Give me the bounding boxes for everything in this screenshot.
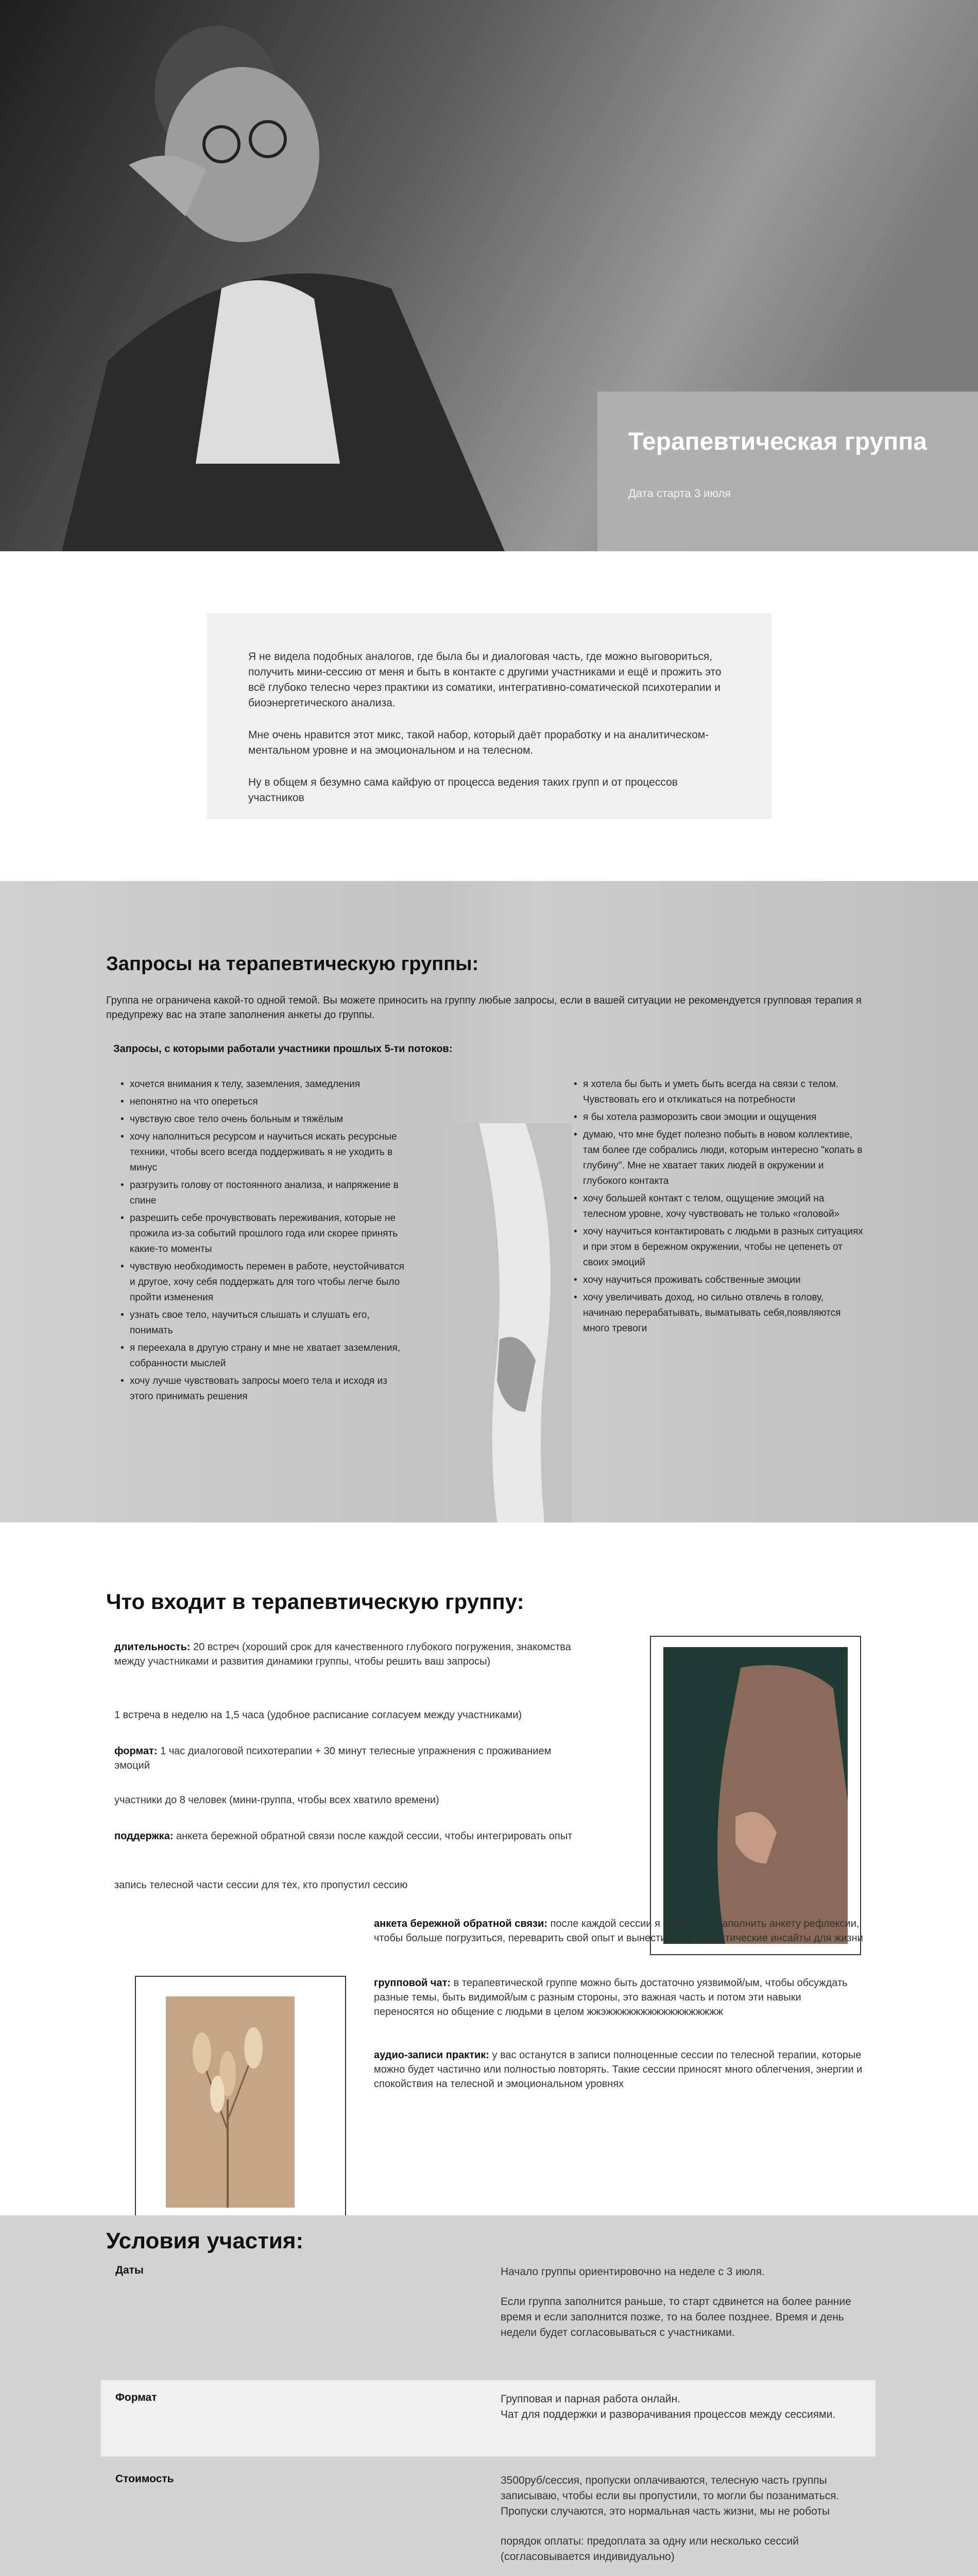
list-item: • хочу наполниться ресурсом и научиться искать ресурсные техники, чтобы всего всегда поддерживать я не уходить в минус [118,1129,407,1176]
include-text: у вас останутся в записи полноценные сессии по телесной терапии, которые можно будет частично или полностью повторять. Такие сессии приносят много облегчения, энергии и спокойствия на телесной и эмоциональном уровнях [374,2049,863,2090]
include-text: после каждой сессии я предлагаю заполнить анкету рефлексии, чтобы больше погрузиться, переварить свой опыт и вынести оттуда практические инсайты для жизни [374,1918,863,1944]
conditions-line: 3500руб/сессия, пропуски оплачиваются, телесную часть группы записываю, чтобы если вы пропустили, то могли бы позаниматься. Пропуски случаются, это нормальная часть жизни, мы не роботы [501,2475,839,2517]
list-item: • хочу большей контакт с телом, ощущение эмоций на телесном уровне, хочу чувствовать не только «головой» [572,1191,865,1222]
include-label: формат: [114,1745,158,1757]
requests-title: Запросы на терапевтическую группы: [106,953,479,975]
include-text: 1 час диалоговой психотерапии + 30 минут телесные упражнения с проживанием эмоций [114,1745,552,1771]
list-item: • узнать свое тело, научиться слышать и слушать его, понимать [118,1308,407,1338]
include-label: аудио-записи практик: [374,2049,489,2061]
hero-subtitle: Дата старта 3 июля [628,487,731,500]
list-item: • я переехала в другую страну и мне не хватает заземления, собранности мыслей [118,1341,407,1371]
include-text: анкета бережной обратной связи после каждой сессии, чтобы интегрировать опыт [176,1831,573,1842]
quote-paragraph: Мне очень нравится этот микс, такой набор, который даёт проработку и на аналитическом-ментальном уровне и на эмоциональном и на телесном. [248,729,709,756]
requests-intro: Группа не ограничена какой-то одной темой. Вы можете приносить на группу любые запросы, если в вашей ситуации не рекомендуется групповая терапия я предупрежу вас на этапе заполнения анкеты до группы. [106,995,862,1021]
conditions-line: Если группа заполнится раньше, то старт сдвинется на более ранние время и если заполнится позже, то на более позднее. Время и день недели будет согласовываться с участниками. [501,2296,851,2338]
includes-title: Что входит в терапевтическую группу: [106,1589,524,1614]
include-label: длительность: [114,1641,191,1653]
include-text: 20 встреч (хороший срок для качественного глубокого погружения, знакомства между участниками и развития динамики группы, чтобы решить ваш запросы) [114,1641,571,1667]
include-text: в терапевтической группе можно быть достаточно уязвимой/ым, чтобы обсуждать разные темы, быть видимой/ым с разным стороны, это важная часть и потом эти навыки переносятся но общение с людьми в целом жжэжжжжжжжжжжжжжжжжж [374,1977,848,2018]
conditions-line: Групповая и парная работа онлайн. [501,2393,681,2405]
list-item: • непонятно на что опереться [118,1094,407,1110]
list-item: • я хотела бы быть и уметь быть всегда на связи с телом. Чувствовать его и откликаться на потребности [572,1077,865,1108]
conditions-label: Стоимость [115,2473,174,2485]
conditions-title: Условия участия: [106,2228,304,2253]
list-item: • чувствую свое тело очень больным и тяжёлым [118,1112,407,1127]
list-item: • хочу научиться контактировать с людьми в разных ситуациях и при этом в бережном окружении, чтобы не цепенеть от своих эмоций [572,1224,865,1270]
include-recording: запись телесной части сессии для тех, кто пропустил сессию [114,1879,408,1891]
conditions-label: Формат [115,2392,157,2403]
include-participants: участники до 8 человек (мини-группа, чтобы всех хватило времени) [114,1794,439,1806]
list-item: • думаю, что мне будет полезно побыть в новом коллективе, там более где собрались люди, которым интересно "копать в глубину". Мне не хватает таких людей в окружении и глубокого контакта [572,1127,865,1189]
list-item: • я бы хотела разморозить свои эмоции и ощущения [572,1110,865,1125]
quote-paragraph: Ну в общем я безумно сама кайфую от процесса ведения таких групп и от процессов участников [248,776,678,804]
conditions-line: порядок оплаты: предоплата за одну или несколько сессий (согласовывается индивидуально) [501,2535,799,2563]
include-label: анкета бережной обратной связи: [374,1918,548,1929]
list-item: • чувствую необходимость перемен в работе, неустойчиватся и другое, хочу себя поддержать для того чтобы легче было пройти изменения [118,1259,407,1306]
list-item: • хочу лучше чувствовать запросы моего тела и исходя из этого принимать решения [118,1374,407,1404]
conditions-line: Начало группы ориентировочно на неделе с 3 июля. [501,2266,765,2278]
list-item: • разрешить себе прочувствовать переживания, которые не прожила из-за событий прошлого года или скорее принять какие-то моменты [118,1211,407,1257]
conditions-line: Чат для поддержки и разворачивания процессов между сессиями. [501,2409,836,2420]
list-item: • хочу научиться проживать собственные эмоции [572,1273,865,1288]
list-item: • хочется внимания к телу, заземления, замедления [118,1077,407,1092]
include-label: групповой чат: [374,1977,451,1989]
include-frequency: 1 встреча в неделю на 1,5 часа (удобное расписание согласуем между участниками) [114,1709,522,1721]
hero-title: Терапевтическая группа [628,428,927,455]
requests-subtitle: Запросы, с которыми работали участники прошлых 5-ти потоков: [113,1043,453,1055]
quote-paragraph: Я не видела подобных аналогов, где была бы и диалоговая часть, где можно выговориться, получить мини-сессию от меня и быть в контакте с другими участниками и ещё и прожить это всё глубоко телесно через практики из соматики, интегративно-соматической психотерапии и биоэнергетического анализа. [248,651,722,709]
list-item: • хочу увеличивать доход, но сильно отвлечь в голову, начинаю перерабатывать, выматывать себя,появляются много тревоги [572,1290,865,1336]
conditions-label: Даты [115,2264,144,2276]
include-label: поддержка: [114,1831,174,1842]
list-item: • разгрузить голову от постоянного анализа, и напряжение в спине [118,1178,407,1209]
